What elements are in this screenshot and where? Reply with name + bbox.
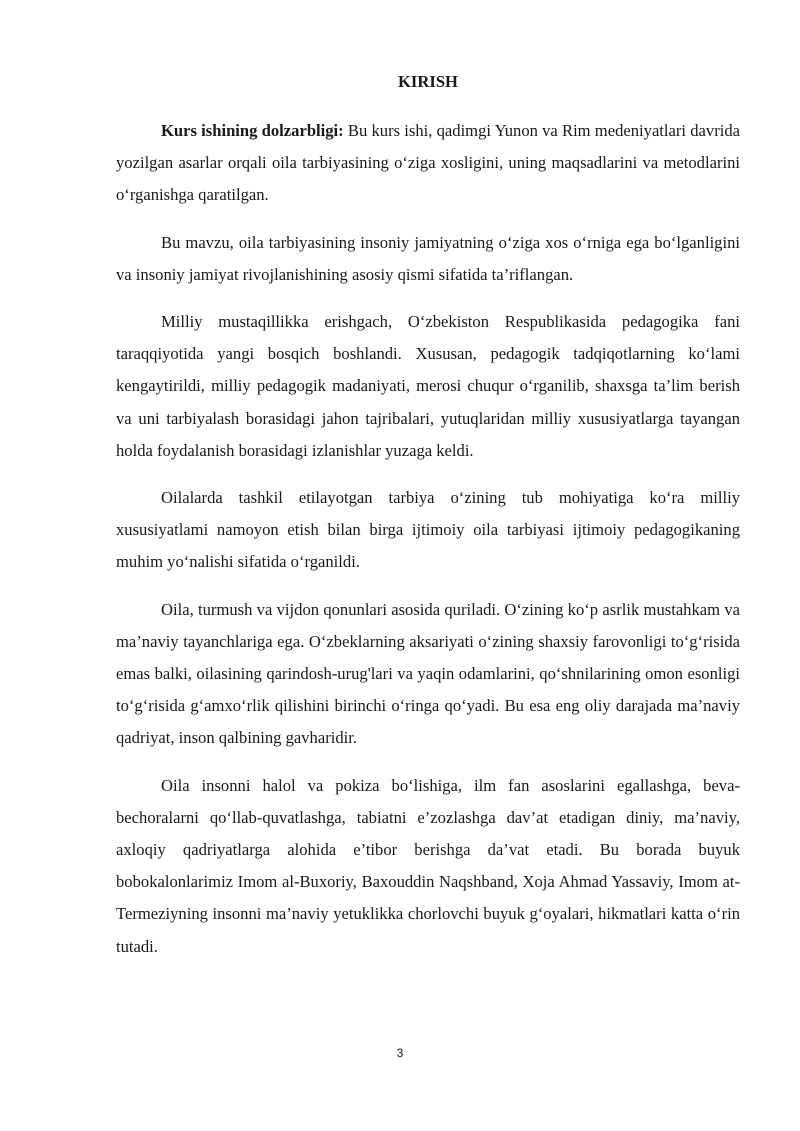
- paragraph-1: [116, 115, 740, 212]
- paragraph-lead: Kurs ishining dolzarbligi:: [161, 121, 344, 140]
- paragraph-2: [116, 227, 740, 291]
- paragraph-text: Bu kurs ishi, qadimgi Yunon va Rim medeniyatlari davrida yozilgan asarlar orqali oila tarbiyasining o‘ziga xosligini, uning maqsadlarini va metodlarini o‘rganishga qaratilgan.: [116, 121, 740, 205]
- paragraph-text: Milliy mustaqillikka erishgach, O‘zbekiston Respublikasida pedagogika fani taraqqiyotida yangi bosqich boshlandi. Xususan, pedagogik tadqiqotlarning ko‘lami kengaytirildi, milliy pedagogik madaniyati, merosi chuqur o‘rganilib, shaxsga ta’lim berish va uni tarbiyalash borasidagi jahon tajribalari, yutuqlaridan milliy xususiyatlarga tayangan holda foydalanish borasidagi izlanishlar yuzaga keldi.: [116, 312, 740, 460]
- paragraph-5: [116, 594, 740, 755]
- page-number: 3: [396, 1046, 404, 1060]
- paragraph-text: Oila insonni halol va pokiza bo‘lishiga, ilm fan asoslarini egallashga, beva-bechoralarni qo‘llab-quvatlashga, tabiatni e’zozlashga dav’at etadigan diniy, ma’naviy, axloqiy qadriyatlarga alohida e’tibor berishga da’vat etadi. Bu borada buyuk bobokalonlarimiz Imom al-Buxoriy, Baxouddin Naqshband, Xoja Ahmad Yassaviy, Imom at-Termeziyning insonni ma’naviy yetuklikka chorlovchi buyuk g‘oyalari, hikmatlari katta o‘rin tutadi.: [116, 775, 740, 956]
- document-body: [116, 115, 740, 978]
- page-title: KIRISH: [398, 72, 458, 91]
- paragraph-6: [116, 770, 740, 963]
- paragraph-text: Oila, turmush va vijdon qonunlari asosida quriladi. O‘zining ko‘p asrlik mustahkam va ma’naviy tayanchlariga ega. O‘zbeklarning aksariyati o‘zining shaxsiy farovonligi to‘g‘risida emas balki, oilasining qarindosh-urug'lari va yaqin odamlarini, qo‘shnilarining omon esonligi to‘g‘risida g‘amxo‘rlik qilishini birinchi o‘ringa qo‘yadi. Bu esa eng oliy darajada ma’naviy qadriyat, inson qalbining gavharidir.: [116, 599, 740, 748]
- paragraph-text: Oilalarda tashkil etilayotgan tarbiya o‘zining tub mohiyatiga ko‘ra milliy xususiyatlami namoyon etish bilan birga ijtimoiy oila tarbiyasi ijtimoiy pedagogikaning muhim yo‘nalishi sifatida o‘rganildi.: [116, 488, 740, 572]
- paragraph-3: [116, 306, 740, 467]
- paragraph-4: [116, 482, 740, 579]
- paragraph-text: Bu mavzu, oila tarbiyasining insoniy jamiyatning o‘ziga xos o‘rniga ega bo‘lganligini va insoniy jamiyat rivojlanishining asosiy qismi sifatida ta’riflangan.: [116, 232, 740, 284]
